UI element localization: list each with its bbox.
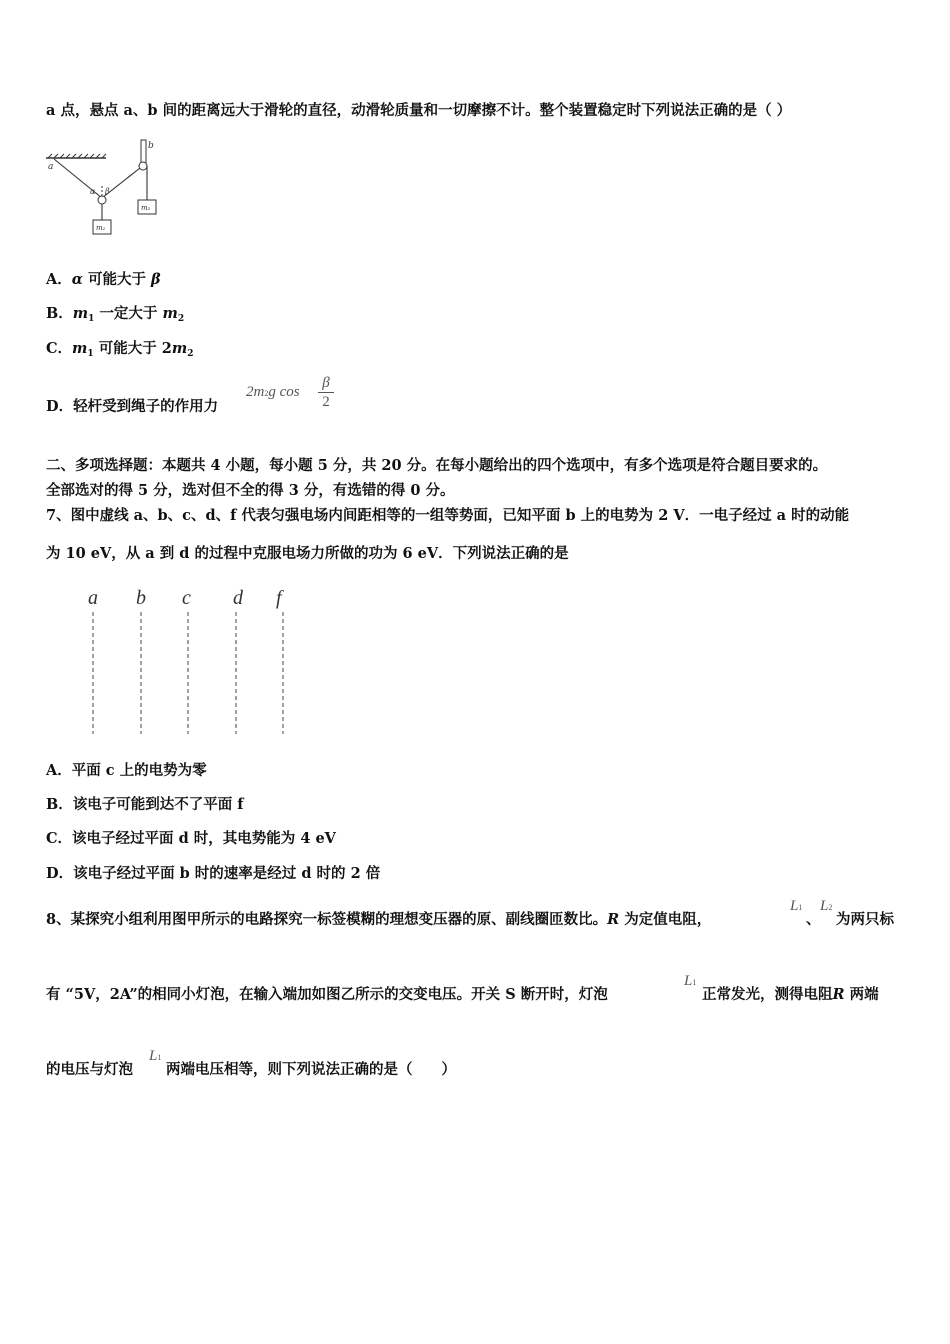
subscript: 1 (798, 903, 803, 912)
label-m1: m₁ (96, 224, 106, 232)
plane-label-a: a (88, 587, 98, 609)
moving-pulley (98, 196, 106, 204)
formula-sub: 2 (264, 389, 269, 398)
var-l: L (820, 898, 829, 914)
var-beta: β (151, 271, 161, 288)
option-text: 可能大于 2 (93, 340, 172, 357)
fraction-denominator: 2 (322, 394, 330, 410)
text: 8、某探究小组利用图甲所示的电路探究一标签模糊的理想变压器的原、副线圈匝数比。 (46, 911, 608, 928)
subscript: 1 (157, 1053, 162, 1062)
var-m: m (72, 340, 88, 357)
var-l2 (820, 898, 832, 915)
fraction-numerator: β (318, 374, 334, 393)
option-text: 可能大于 (82, 271, 152, 288)
var-r: R (607, 911, 620, 928)
var-l1 (790, 898, 802, 915)
subscript: 2 (828, 903, 833, 912)
var-r: R (832, 986, 845, 1003)
equipotential-figure (70, 582, 310, 738)
section2-line2: 全部选对的得 5 分，选对但不全的得 3 分，有选错的得 0 分。 (46, 482, 455, 499)
option-text: D．轻杆受到绳子的作用力 (46, 398, 219, 415)
text: 为定值电阻， (619, 911, 712, 928)
q7-line1: 7、图中虚线 a、b、c、d、f 代表匀强电场内间距相等的一组等势面，已知平面 b 上的电势为 2 V．一电子经过 a 时的动能 (46, 507, 850, 524)
pulley-figure (44, 136, 174, 238)
plane-label-c: c (182, 587, 191, 609)
q8-line2-tail (702, 985, 879, 1005)
plane-label-b: b (136, 587, 146, 609)
subscript: 2 (187, 349, 194, 359)
var-m: m (162, 305, 178, 322)
label-alpha: α (90, 187, 96, 196)
q8-line1-tail: 为两只标 (836, 911, 894, 928)
fixed-pulley (139, 162, 147, 170)
plane-label-f: f (276, 587, 282, 609)
var-l1 (684, 973, 696, 990)
subscript: 2 (177, 314, 185, 324)
formula-fraction (318, 374, 334, 411)
formula-d (246, 384, 300, 401)
formula-part: g cos (268, 384, 300, 400)
q8-line3-tail: 两端电压相等，则下列说法正确的是（ ） (166, 1061, 456, 1078)
var-l1 (149, 1048, 161, 1065)
label-a: a (48, 162, 54, 172)
var-alpha: α (71, 271, 83, 288)
q6-option-c[interactable] (46, 339, 193, 364)
var-l: L (684, 973, 693, 989)
text: 两端 (844, 986, 879, 1003)
var-l: L (790, 898, 799, 914)
q7-option-a[interactable]: A．平面 c 上的电势为零 (46, 762, 207, 779)
q8-line2: 有 “5V，2A”的相同小灯泡，在输入端加如图乙所示的交变电压。开关 S 断开时，灯泡 (46, 986, 608, 1003)
section2-line1: 二、多项选择题：本题共 4 小题，每小题 5 分，共 20 分。在每小题给出的四个选项中，有多个选项是符合题目要求的。 (46, 457, 828, 474)
label-m2: m₂ (141, 204, 151, 212)
var-m: m (72, 305, 89, 322)
subscript: 1 (87, 349, 94, 359)
var-m: m (171, 340, 188, 357)
q8-line1 (46, 910, 711, 930)
q8-line3: 的电压与灯泡 (46, 1061, 133, 1078)
text: 正常发光，测得电阻 (702, 986, 833, 1003)
formula-part: 2m (246, 384, 265, 400)
q7-option-b[interactable]: B．该电子可能到达不了平面 f (46, 796, 244, 813)
label-b: b (148, 141, 154, 151)
subscript: 1 (692, 978, 697, 987)
q7-option-c[interactable]: C．该电子经过平面 d 时，其电势能为 4 eV (46, 830, 336, 847)
plane-label-d: d (233, 587, 243, 609)
option-prefix: B． (46, 305, 73, 322)
option-prefix: A． (46, 271, 72, 288)
q8-separator: 、 (806, 911, 821, 928)
var-l: L (149, 1048, 158, 1064)
q6-option-a[interactable] (46, 270, 161, 290)
option-prefix: C． (46, 340, 73, 357)
q6-option-b[interactable] (46, 304, 184, 329)
label-beta: β (105, 187, 110, 196)
subscript: 1 (88, 314, 95, 324)
q7-line2: 为 10 eV，从 a 到 d 的过程中克服电场力所做的功为 6 eV．下列说法正确的是 (46, 545, 569, 562)
ceiling-hatch (46, 154, 106, 158)
q6-stem-tail: a 点，悬点 a、b 间的距离远大于滑轮的直径，动滑轮质量和一切摩擦不计。整个装置稳定时下列说法正确的是（ ） (46, 102, 792, 119)
q6-option-d[interactable] (46, 397, 218, 417)
q7-option-d[interactable]: D．该电子经过平面 b 时的速率是经过 d 时的 2 倍 (46, 865, 381, 882)
option-text: 一定大于 (94, 305, 163, 322)
